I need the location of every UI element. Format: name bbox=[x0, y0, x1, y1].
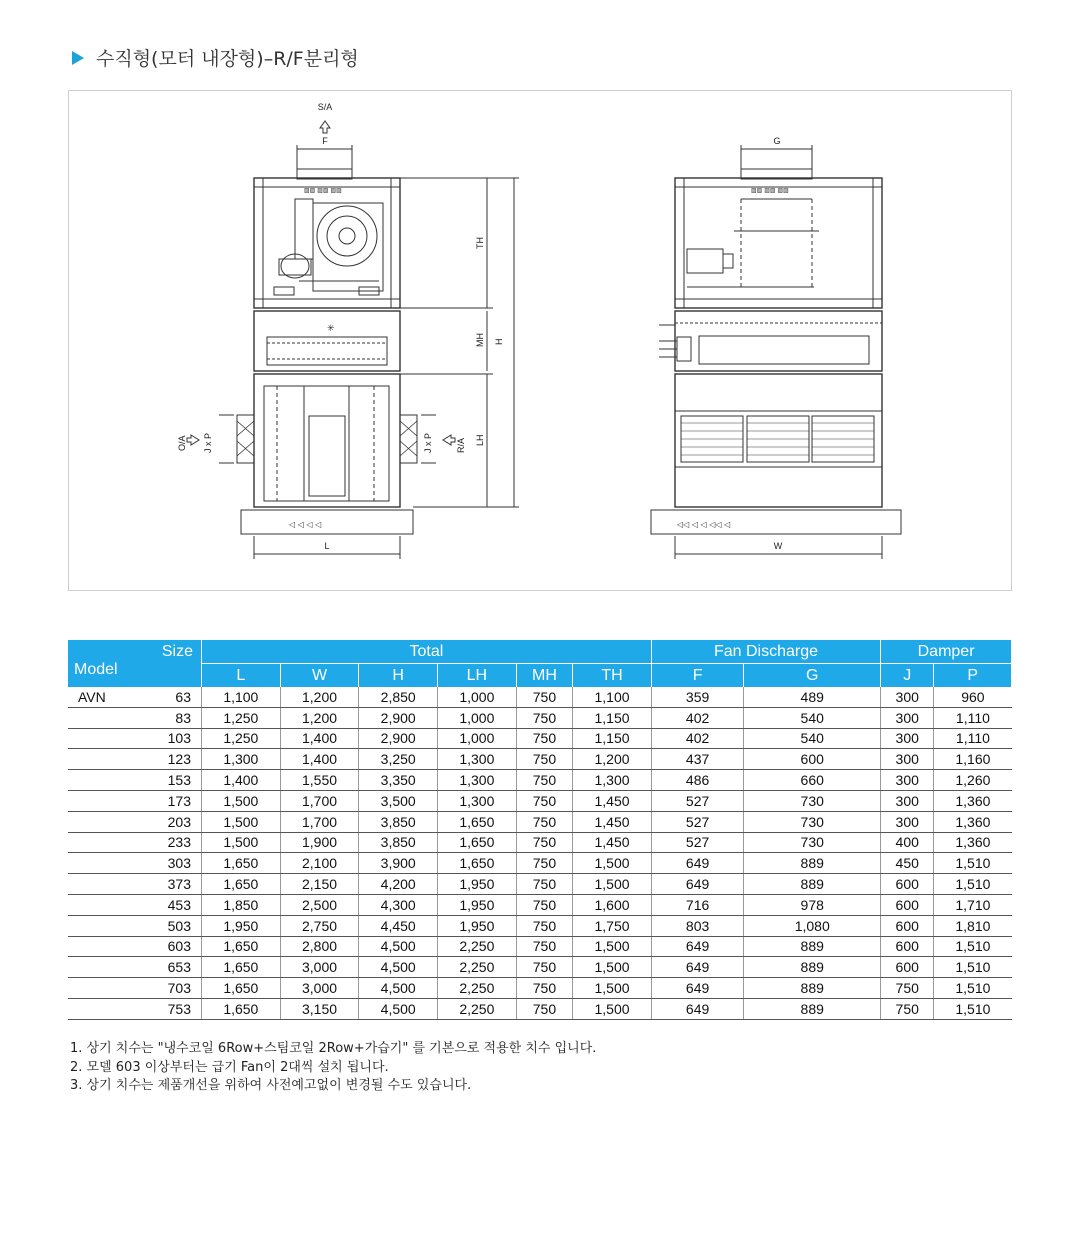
value-cell: 750 bbox=[516, 978, 573, 999]
model-cell bbox=[68, 728, 136, 749]
value-cell: 1,000 bbox=[438, 728, 517, 749]
value-cell: 649 bbox=[651, 957, 743, 978]
model-cell bbox=[68, 832, 136, 853]
value-cell: 4,500 bbox=[359, 936, 438, 957]
size-cell: 153 bbox=[136, 770, 202, 791]
value-cell: 1,250 bbox=[202, 728, 281, 749]
value-cell: 437 bbox=[651, 749, 743, 770]
table-row bbox=[68, 749, 1012, 770]
value-cell: 540 bbox=[744, 728, 881, 749]
value-cell: 1,650 bbox=[202, 978, 281, 999]
value-cell: 1,500 bbox=[573, 874, 652, 895]
value-cell: 2,500 bbox=[280, 894, 359, 915]
value-cell: 1,850 bbox=[202, 894, 281, 915]
ra-label: R/A bbox=[456, 437, 466, 453]
value-cell: 1,080 bbox=[744, 915, 881, 936]
value-cell: 750 bbox=[516, 728, 573, 749]
oa-label: O/A bbox=[177, 435, 187, 451]
table-row bbox=[68, 790, 1012, 811]
value-cell: 730 bbox=[744, 811, 881, 832]
value-cell: 1,160 bbox=[934, 749, 1012, 770]
model-cell bbox=[68, 749, 136, 770]
table-row bbox=[68, 874, 1012, 895]
value-cell: 1,650 bbox=[202, 874, 281, 895]
value-cell: 600 bbox=[881, 957, 934, 978]
value-cell: 3,000 bbox=[280, 957, 359, 978]
size-cell: 603 bbox=[136, 936, 202, 957]
dim-h-label: H bbox=[494, 338, 504, 345]
value-cell: 3,250 bbox=[359, 749, 438, 770]
value-cell: 1,360 bbox=[934, 832, 1012, 853]
dim-g-label: G bbox=[773, 136, 781, 146]
value-cell: 402 bbox=[651, 707, 743, 728]
table-row bbox=[68, 687, 1012, 707]
value-cell: 1,300 bbox=[573, 770, 652, 791]
value-cell: 2,850 bbox=[359, 687, 438, 707]
page-title bbox=[72, 44, 359, 71]
note-item: 3. 상기 치수는 제품개선을 위하여 사전예고없이 변경될 수도 있습니다. bbox=[70, 1078, 472, 1093]
value-cell: 889 bbox=[744, 874, 881, 895]
table-row bbox=[68, 936, 1012, 957]
value-cell: 1,450 bbox=[573, 832, 652, 853]
sa-label: S/A bbox=[317, 102, 333, 112]
group-header-damper: Damper bbox=[881, 640, 1012, 664]
value-cell: 2,150 bbox=[280, 874, 359, 895]
group-header-fan-discharge: Fan Discharge bbox=[651, 640, 880, 664]
model-cell bbox=[68, 936, 136, 957]
side-view bbox=[651, 136, 901, 559]
value-cell: 1,400 bbox=[280, 749, 359, 770]
svg-text:✳: ✳ bbox=[327, 324, 335, 334]
size-header: Size bbox=[161, 643, 193, 660]
value-cell: 450 bbox=[881, 853, 934, 874]
value-cell: 4,500 bbox=[359, 957, 438, 978]
column-header: TH bbox=[573, 664, 652, 688]
column-header: F bbox=[651, 664, 743, 688]
value-cell: 300 bbox=[881, 687, 934, 707]
value-cell: 730 bbox=[744, 832, 881, 853]
value-cell: 1,700 bbox=[280, 811, 359, 832]
value-cell: 2,800 bbox=[280, 936, 359, 957]
size-cell: 753 bbox=[136, 998, 202, 1019]
value-cell: 1,510 bbox=[934, 957, 1012, 978]
value-cell: 1,500 bbox=[202, 811, 281, 832]
column-header: MH bbox=[516, 664, 573, 688]
value-cell: 1,650 bbox=[438, 811, 517, 832]
value-cell: 300 bbox=[881, 770, 934, 791]
value-cell: 1,450 bbox=[573, 811, 652, 832]
size-cell: 103 bbox=[136, 728, 202, 749]
value-cell: 2,250 bbox=[438, 936, 517, 957]
size-cell: 653 bbox=[136, 957, 202, 978]
value-cell: 1,500 bbox=[573, 978, 652, 999]
size-cell: 503 bbox=[136, 915, 202, 936]
value-cell: 649 bbox=[651, 874, 743, 895]
value-cell: 1,200 bbox=[280, 687, 359, 707]
model-cell bbox=[68, 894, 136, 915]
value-cell: 1,950 bbox=[438, 894, 517, 915]
value-cell: 489 bbox=[744, 687, 881, 707]
value-cell: 600 bbox=[881, 915, 934, 936]
value-cell: 600 bbox=[881, 874, 934, 895]
table-row bbox=[68, 957, 1012, 978]
dim-l-label: L bbox=[324, 541, 330, 551]
column-header: G bbox=[744, 664, 881, 688]
value-cell: 889 bbox=[744, 957, 881, 978]
value-cell: 750 bbox=[516, 707, 573, 728]
model-cell bbox=[68, 707, 136, 728]
value-cell: 1,150 bbox=[573, 707, 652, 728]
value-cell: 660 bbox=[744, 770, 881, 791]
value-cell: 400 bbox=[881, 832, 934, 853]
table-row bbox=[68, 728, 1012, 749]
value-cell: 600 bbox=[881, 936, 934, 957]
value-cell: 1,100 bbox=[202, 687, 281, 707]
value-cell: 730 bbox=[744, 790, 881, 811]
model-cell bbox=[68, 853, 136, 874]
value-cell: 960 bbox=[934, 687, 1012, 707]
spec-table bbox=[68, 640, 1012, 1020]
value-cell: 889 bbox=[744, 853, 881, 874]
value-cell: 527 bbox=[651, 811, 743, 832]
value-cell: 1,000 bbox=[438, 687, 517, 707]
value-cell: 1,500 bbox=[573, 936, 652, 957]
value-cell: 649 bbox=[651, 998, 743, 1019]
model-cell bbox=[68, 957, 136, 978]
value-cell: 2,900 bbox=[359, 728, 438, 749]
value-cell: 1,300 bbox=[202, 749, 281, 770]
value-cell: 1,260 bbox=[934, 770, 1012, 791]
value-cell: 486 bbox=[651, 770, 743, 791]
value-cell: 1,300 bbox=[438, 790, 517, 811]
value-cell: 1,810 bbox=[934, 915, 1012, 936]
value-cell: 750 bbox=[516, 915, 573, 936]
page-title-text: 수직형(모터 내장형)–R/F분리형 bbox=[96, 48, 359, 70]
table-row bbox=[68, 998, 1012, 1019]
value-cell: 1,110 bbox=[934, 728, 1012, 749]
value-cell: 750 bbox=[516, 936, 573, 957]
dim-mh-label: MH bbox=[475, 333, 485, 347]
table-row bbox=[68, 707, 1012, 728]
ra-dim-label: J x P bbox=[423, 432, 433, 453]
value-cell: 3,850 bbox=[359, 832, 438, 853]
value-cell: 300 bbox=[881, 790, 934, 811]
value-cell: 1,600 bbox=[573, 894, 652, 915]
value-cell: 889 bbox=[744, 998, 881, 1019]
value-cell: 750 bbox=[881, 978, 934, 999]
value-cell: 750 bbox=[516, 894, 573, 915]
value-cell: 1,650 bbox=[202, 936, 281, 957]
value-cell: 1,000 bbox=[438, 707, 517, 728]
value-cell: 750 bbox=[516, 790, 573, 811]
value-cell: 3,000 bbox=[280, 978, 359, 999]
model-size-header bbox=[68, 640, 202, 687]
svg-text:▨▨ ▨▨ ▨▨: ▨▨ ▨▨ ▨▨ bbox=[751, 187, 789, 194]
value-cell: 1,650 bbox=[202, 853, 281, 874]
table-row bbox=[68, 770, 1012, 791]
unit-drawing bbox=[69, 91, 1013, 592]
value-cell: 1,400 bbox=[280, 728, 359, 749]
value-cell: 978 bbox=[744, 894, 881, 915]
value-cell: 750 bbox=[516, 874, 573, 895]
value-cell: 1,550 bbox=[280, 770, 359, 791]
value-cell: 1,650 bbox=[438, 832, 517, 853]
value-cell: 1,750 bbox=[573, 915, 652, 936]
svg-text:◁◁ ◁ ◁: ◁◁ ◁ ◁ ◁◁ ◁ bbox=[677, 520, 731, 529]
value-cell: 1,650 bbox=[202, 957, 281, 978]
value-cell: 2,100 bbox=[280, 853, 359, 874]
value-cell: 1,510 bbox=[934, 998, 1012, 1019]
value-cell: 540 bbox=[744, 707, 881, 728]
table-row bbox=[68, 894, 1012, 915]
value-cell: 750 bbox=[516, 749, 573, 770]
triangle-bullet-icon bbox=[72, 51, 84, 65]
size-cell: 303 bbox=[136, 853, 202, 874]
value-cell: 300 bbox=[881, 728, 934, 749]
dim-f-label: F bbox=[322, 136, 328, 146]
value-cell: 4,200 bbox=[359, 874, 438, 895]
value-cell: 4,500 bbox=[359, 998, 438, 1019]
value-cell: 750 bbox=[516, 832, 573, 853]
value-cell: 1,110 bbox=[934, 707, 1012, 728]
value-cell: 1,400 bbox=[202, 770, 281, 791]
value-cell: 2,250 bbox=[438, 978, 517, 999]
value-cell: 1,510 bbox=[934, 978, 1012, 999]
size-cell: 373 bbox=[136, 874, 202, 895]
value-cell: 3,150 bbox=[280, 998, 359, 1019]
model-cell bbox=[68, 790, 136, 811]
value-cell: 750 bbox=[516, 957, 573, 978]
value-cell: 649 bbox=[651, 936, 743, 957]
value-cell: 1,500 bbox=[573, 998, 652, 1019]
size-cell: 173 bbox=[136, 790, 202, 811]
dim-th-label: TH bbox=[475, 237, 485, 249]
value-cell: 1,900 bbox=[280, 832, 359, 853]
value-cell: 527 bbox=[651, 832, 743, 853]
value-cell: 1,950 bbox=[202, 915, 281, 936]
table-row bbox=[68, 915, 1012, 936]
model-cell bbox=[68, 874, 136, 895]
column-header: W bbox=[280, 664, 359, 688]
value-cell: 889 bbox=[744, 978, 881, 999]
value-cell: 2,250 bbox=[438, 998, 517, 1019]
value-cell: 300 bbox=[881, 811, 934, 832]
column-header: L bbox=[202, 664, 281, 688]
svg-text:▨▨ ▨▨ ▨▨: ▨▨ ▨▨ ▨▨ bbox=[304, 187, 342, 194]
oa-dim-label: J x P bbox=[203, 432, 213, 453]
value-cell: 1,200 bbox=[280, 707, 359, 728]
table-row bbox=[68, 811, 1012, 832]
size-cell: 453 bbox=[136, 894, 202, 915]
value-cell: 750 bbox=[516, 811, 573, 832]
value-cell: 300 bbox=[881, 707, 934, 728]
value-cell: 3,900 bbox=[359, 853, 438, 874]
return-air-arrow-icon bbox=[443, 435, 455, 445]
model-cell bbox=[68, 978, 136, 999]
value-cell: 2,900 bbox=[359, 707, 438, 728]
value-cell: 1,710 bbox=[934, 894, 1012, 915]
note-item: 2. 모델 603 이상부터는 급기 Fan이 2대씩 설치 됩니다. bbox=[70, 1059, 389, 1075]
value-cell: 750 bbox=[516, 853, 573, 874]
value-cell: 750 bbox=[516, 998, 573, 1019]
table-row bbox=[68, 832, 1012, 853]
model-cell bbox=[68, 811, 136, 832]
value-cell: 1,300 bbox=[438, 749, 517, 770]
column-header: P bbox=[934, 664, 1012, 688]
value-cell: 1,510 bbox=[934, 874, 1012, 895]
value-cell: 649 bbox=[651, 853, 743, 874]
value-cell: 889 bbox=[744, 936, 881, 957]
model-cell: AVN bbox=[68, 687, 136, 707]
drawing-frame bbox=[68, 90, 1012, 591]
model-cell bbox=[68, 915, 136, 936]
dim-w-label: W bbox=[773, 541, 783, 551]
size-cell: 83 bbox=[136, 707, 202, 728]
value-cell: 1,650 bbox=[438, 853, 517, 874]
value-cell: 4,500 bbox=[359, 978, 438, 999]
value-cell: 4,450 bbox=[359, 915, 438, 936]
value-cell: 2,750 bbox=[280, 915, 359, 936]
size-cell: 703 bbox=[136, 978, 202, 999]
value-cell: 1,700 bbox=[280, 790, 359, 811]
value-cell: 1,500 bbox=[202, 790, 281, 811]
value-cell: 1,510 bbox=[934, 853, 1012, 874]
value-cell: 1,100 bbox=[573, 687, 652, 707]
value-cell: 527 bbox=[651, 790, 743, 811]
value-cell: 600 bbox=[744, 749, 881, 770]
value-cell: 1,360 bbox=[934, 790, 1012, 811]
value-cell: 600 bbox=[881, 894, 934, 915]
value-cell: 300 bbox=[881, 749, 934, 770]
value-cell: 359 bbox=[651, 687, 743, 707]
value-cell: 1,150 bbox=[573, 728, 652, 749]
value-cell: 3,850 bbox=[359, 811, 438, 832]
value-cell: 3,350 bbox=[359, 770, 438, 791]
value-cell: 1,500 bbox=[573, 853, 652, 874]
value-cell: 1,650 bbox=[202, 998, 281, 1019]
value-cell: 803 bbox=[651, 915, 743, 936]
table-row bbox=[68, 978, 1012, 999]
value-cell: 3,500 bbox=[359, 790, 438, 811]
size-cell: 123 bbox=[136, 749, 202, 770]
value-cell: 750 bbox=[516, 770, 573, 791]
value-cell: 716 bbox=[651, 894, 743, 915]
value-cell: 750 bbox=[881, 998, 934, 1019]
note-item: 1. 상기 치수는 "냉수코일 6Row+스팀코일 2Row+가습기" 를 기본으로 적용한 치수 입니다. bbox=[70, 1041, 597, 1056]
value-cell: 1,360 bbox=[934, 811, 1012, 832]
model-cell bbox=[68, 770, 136, 791]
value-cell: 1,950 bbox=[438, 874, 517, 895]
column-header: H bbox=[359, 664, 438, 688]
value-cell: 750 bbox=[516, 687, 573, 707]
value-cell: 1,500 bbox=[202, 832, 281, 853]
value-cell: 4,300 bbox=[359, 894, 438, 915]
value-cell: 1,950 bbox=[438, 915, 517, 936]
svg-text:◁ ◁ ◁ ◁: ◁ ◁ ◁ ◁ bbox=[289, 520, 322, 529]
supply-air-arrow-icon bbox=[320, 121, 330, 133]
group-header-total: Total bbox=[202, 640, 652, 664]
model-header: Model bbox=[74, 661, 118, 678]
model-cell bbox=[68, 998, 136, 1019]
value-cell: 1,500 bbox=[573, 957, 652, 978]
dim-lh-label: LH bbox=[475, 434, 485, 446]
notes bbox=[70, 1040, 596, 1096]
column-header: LH bbox=[438, 664, 517, 688]
value-cell: 2,250 bbox=[438, 957, 517, 978]
value-cell: 649 bbox=[651, 978, 743, 999]
front-view bbox=[177, 102, 519, 559]
size-cell: 63 bbox=[136, 687, 202, 707]
column-header: J bbox=[881, 664, 934, 688]
value-cell: 1,200 bbox=[573, 749, 652, 770]
value-cell: 1,300 bbox=[438, 770, 517, 791]
size-cell: 203 bbox=[136, 811, 202, 832]
table-row bbox=[68, 853, 1012, 874]
value-cell: 1,510 bbox=[934, 936, 1012, 957]
outdoor-air-arrow-icon bbox=[187, 435, 199, 445]
value-cell: 1,450 bbox=[573, 790, 652, 811]
value-cell: 402 bbox=[651, 728, 743, 749]
value-cell: 1,250 bbox=[202, 707, 281, 728]
size-cell: 233 bbox=[136, 832, 202, 853]
